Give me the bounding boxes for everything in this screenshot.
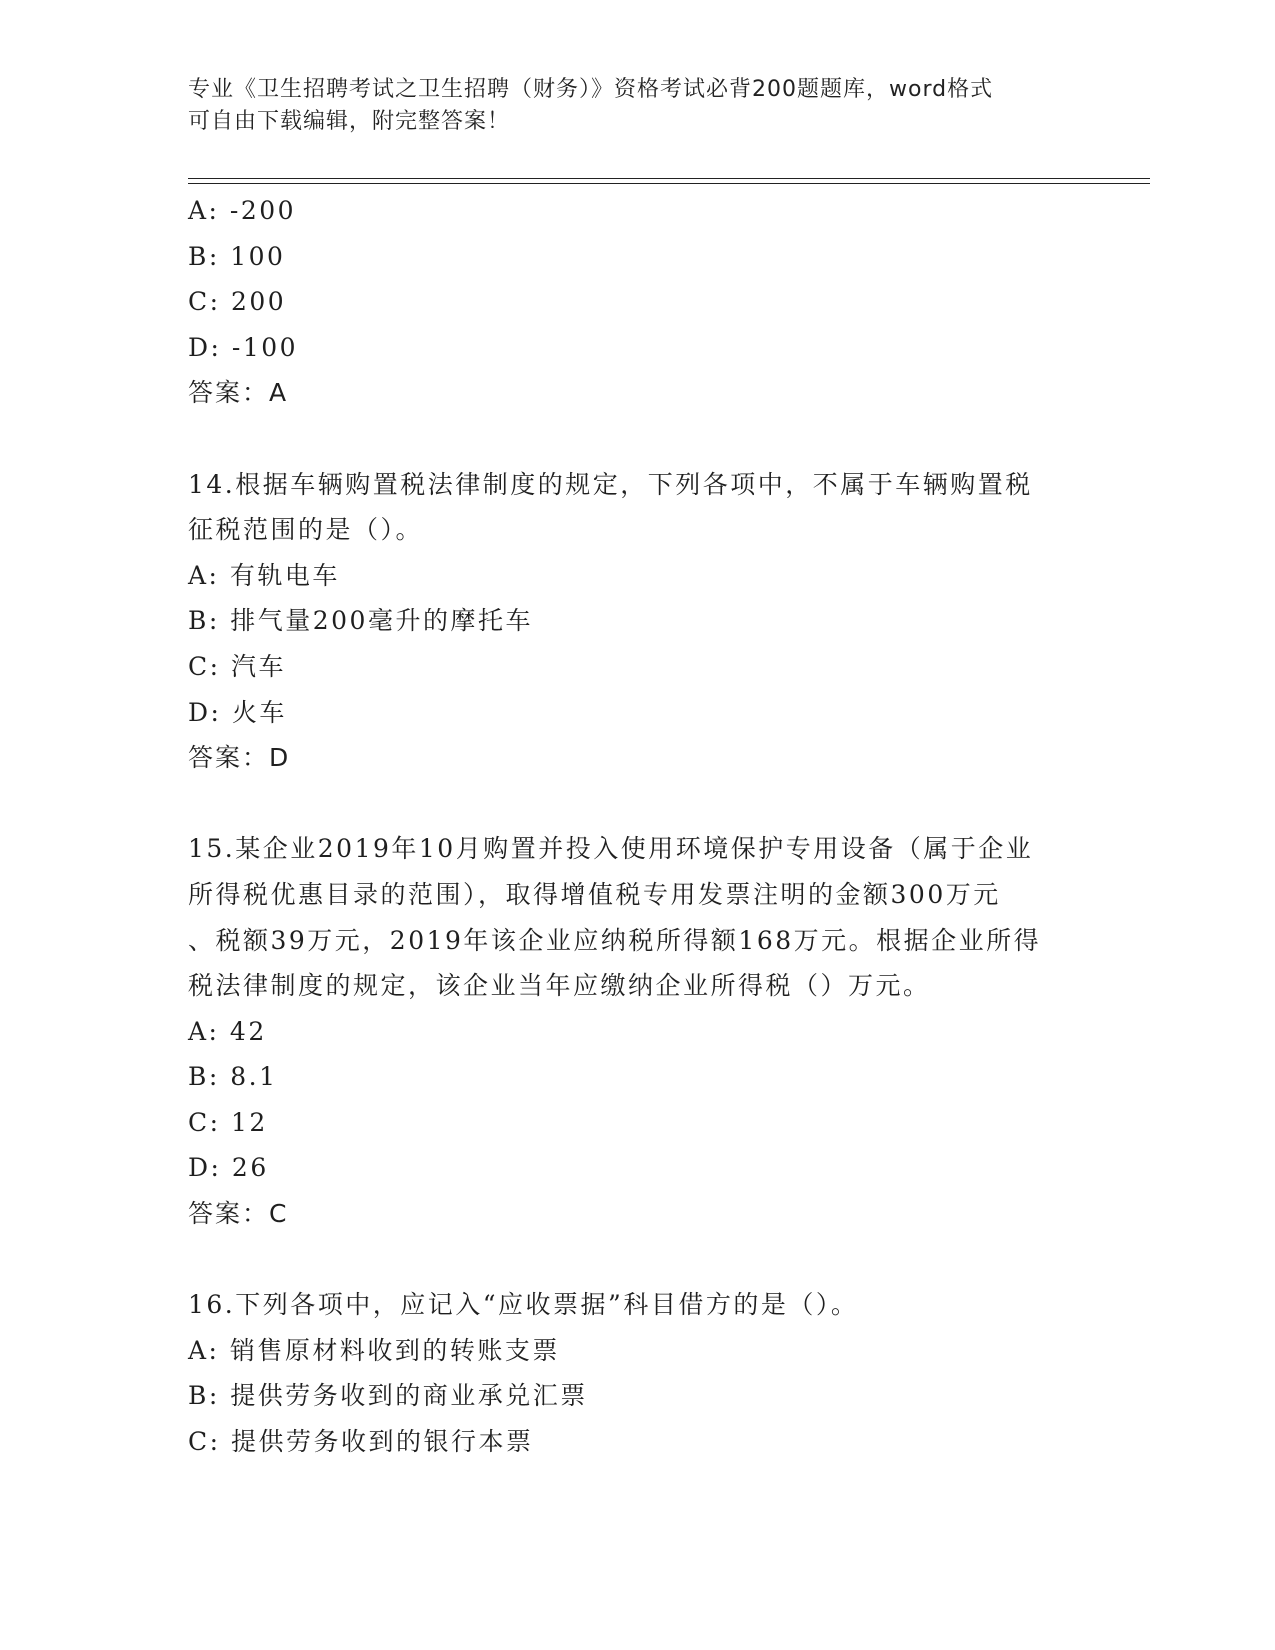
option-a: A: 有轨电车: [188, 560, 340, 590]
option-b: B: 100: [188, 241, 286, 271]
option-c: C: 12: [188, 1107, 268, 1137]
header-divider-bottom: [188, 183, 1150, 184]
option-c: C: 提供劳务收到的银行本票: [188, 1427, 534, 1457]
answer: 答案：D: [188, 743, 291, 773]
question-15: [188, 826, 1088, 1236]
option-b: B: 8.1: [188, 1062, 278, 1092]
option-b: B: 排气量200毫升的摩托车: [188, 606, 533, 636]
option-c: C: 汽车: [188, 651, 286, 681]
header-divider-top: [188, 178, 1150, 179]
spacer: [188, 1237, 1088, 1283]
option-d: D: 26: [188, 1153, 269, 1183]
question-stem-line: 所得税优惠目录的范围），取得增值税专用发票注明的金额300万元: [188, 879, 1001, 909]
option-a: A: 42: [188, 1016, 267, 1046]
document-header: [188, 74, 1088, 138]
header-line-2: 可自由下载编辑，附完整答案！: [188, 109, 511, 134]
question-stem-line: 税法律制度的规定，该企业当年应缴纳企业所得税（）万元。: [188, 971, 931, 1001]
question-list: [188, 188, 1088, 1465]
question-stem-line: 征税范围的是（）。: [188, 515, 424, 545]
option-b: B: 提供劳务收到的商业承兑汇票: [188, 1381, 588, 1411]
question-13: [188, 188, 1088, 416]
question-stem-line: 15.某企业2019年10月购置并投入使用环境保护专用设备（属于企业: [188, 834, 1034, 864]
spacer: [188, 416, 1088, 462]
option-d: D: -100: [188, 332, 299, 362]
question-14: [188, 462, 1088, 781]
option-a: A: 销售原材料收到的转账支票: [188, 1335, 560, 1365]
question-stem-line: 16.下列各项中，应记入“应收票据”科目借方的是（）。: [188, 1290, 859, 1320]
answer: 答案：A: [188, 378, 289, 408]
spacer: [188, 781, 1088, 827]
option-d: D: 火车: [188, 697, 287, 727]
option-a: A: -200: [188, 196, 297, 225]
header-line-1: 专业《卫生招聘考试之卫生招聘（财务）》资格考试必背200题题库，word格式: [188, 77, 994, 102]
question-stem-line: 14.根据车辆购置税法律制度的规定，下列各项中，不属于车辆购置税: [188, 469, 1033, 499]
option-c: C: 200: [188, 287, 287, 317]
question-stem-line: 、税额39万元，2019年该企业应纳税所得额168万元。根据企业所得: [188, 925, 1042, 955]
answer: 答案：C: [188, 1199, 289, 1229]
question-16: [188, 1282, 1088, 1464]
